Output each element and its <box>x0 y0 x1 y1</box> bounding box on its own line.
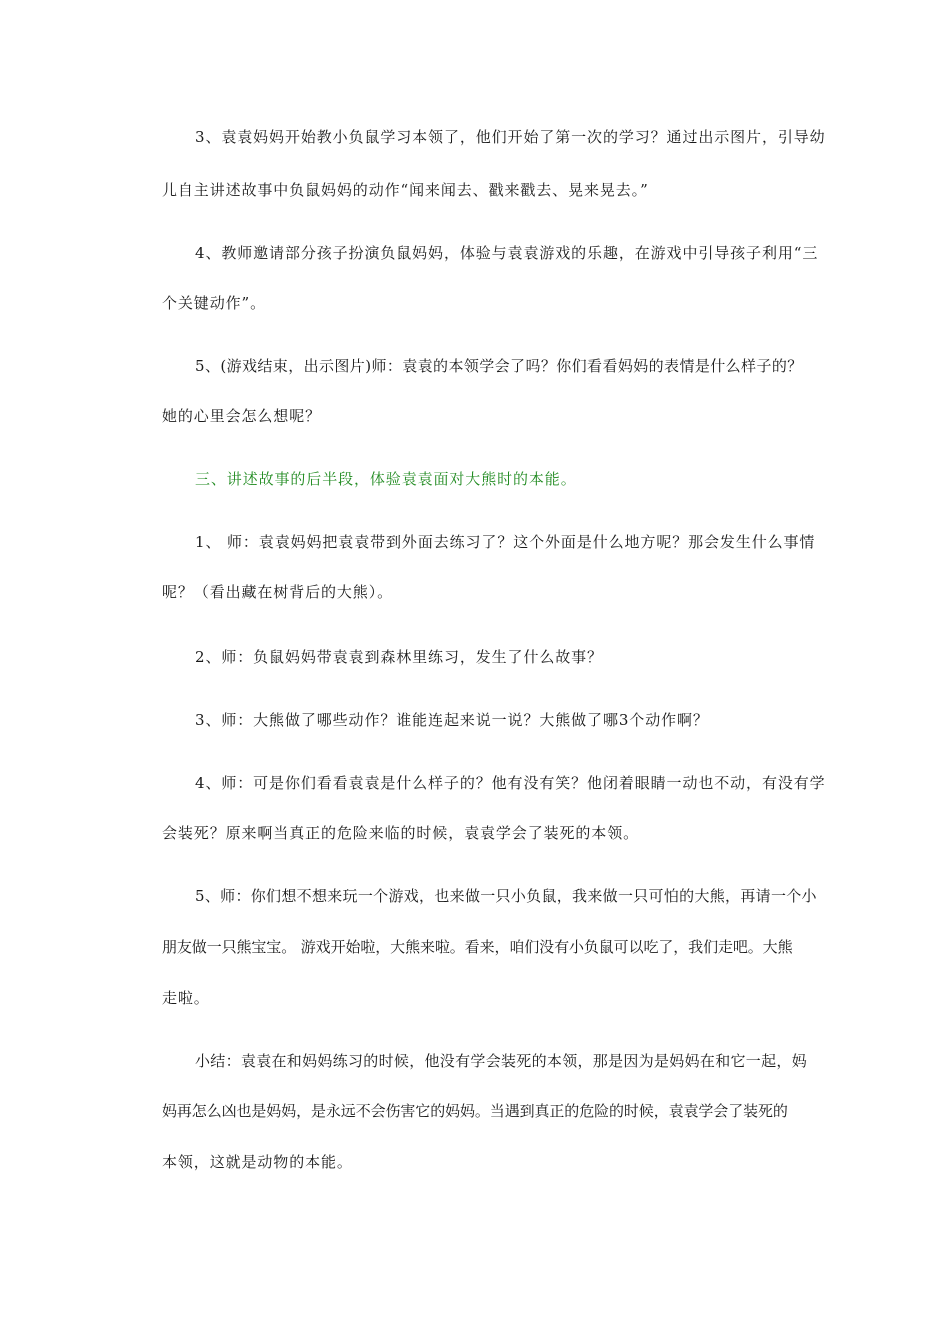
paragraph-2-line-2: 个关键动作”。 <box>162 294 266 312</box>
summary-line-1: 小结：袁袁在和妈妈练习的时候，他没有学会装死的本领，那是因为是妈妈在和它一起，妈 <box>195 1052 808 1070</box>
paragraph-8-line-1: 5、师：你们想不想来玩一个游戏，也来做一只小负鼠，我来做一只可怕的大熊，再请一个小 <box>195 887 817 905</box>
paragraph-2-line-1: 4、教师邀请部分孩子扮演负鼠妈妈，体验与袁袁游戏的乐趣，在游戏中引导孩子利用“三 <box>195 244 819 262</box>
paragraph-7-line-2: 会装死？原来啊当真正的危险来临的时候，袁袁学会了装死的本领。 <box>162 824 640 842</box>
section-heading: 三、讲述故事的后半段，体验袁袁面对大熊时的本能。 <box>195 470 577 488</box>
summary-line-3: 本领，这就是动物的本能。 <box>162 1153 353 1171</box>
paragraph-7-line-1: 4、师：可是你们看看袁袁是什么样子的？他有没有笑？他闭着眼睛一动也不动，有没有学 <box>195 774 826 792</box>
paragraph-4-line-2: 呢？（看出藏在树背后的大熊）。 <box>162 583 394 601</box>
summary-line-2: 妈再怎么凶也是妈妈，是永远不会伤害它的妈妈。当遇到真正的危险的时候，袁袁学会了装死的 <box>162 1102 788 1120</box>
paragraph-6-line-1: 3、师：大熊做了哪些动作？谁能连起来说一说？大熊做了哪3个动作啊？ <box>195 711 709 729</box>
paragraph-3-line-1: 5、(游戏结束，出示图片)师：袁袁的本领学会了吗？你们看看妈妈的表情是什么样子的？ <box>195 357 803 375</box>
paragraph-1-line-2: 儿自主讲述故事中负鼠妈妈的动作“闻来闻去、戳来戳去、晃来晃去。” <box>162 181 649 199</box>
paragraph-5-line-1: 2、师：负鼠妈妈带袁袁到森林里练习，发生了什么故事？ <box>195 648 603 666</box>
paragraph-8-line-3: 走啦。 <box>162 989 210 1007</box>
paragraph-4-line-1: 1、 师：袁袁妈妈把袁袁带到外面去练习了？这个外面是什么地方呢？那会发生什么事情 <box>195 533 816 551</box>
paragraph-8-line-2: 朋友做一只熊宝宝。 游戏开始啦，大熊来啦。看来，咱们没有小负鼠可以吃了，我们走吧。大熊 <box>162 938 793 956</box>
paragraph-3-line-2: 她的心里会怎么想呢？ <box>162 407 322 425</box>
paragraph-1-line-1: 3、袁袁妈妈开始教小负鼠学习本领了，他们开始了第一次的学习？通过出示图片，引导幼 <box>195 128 826 146</box>
